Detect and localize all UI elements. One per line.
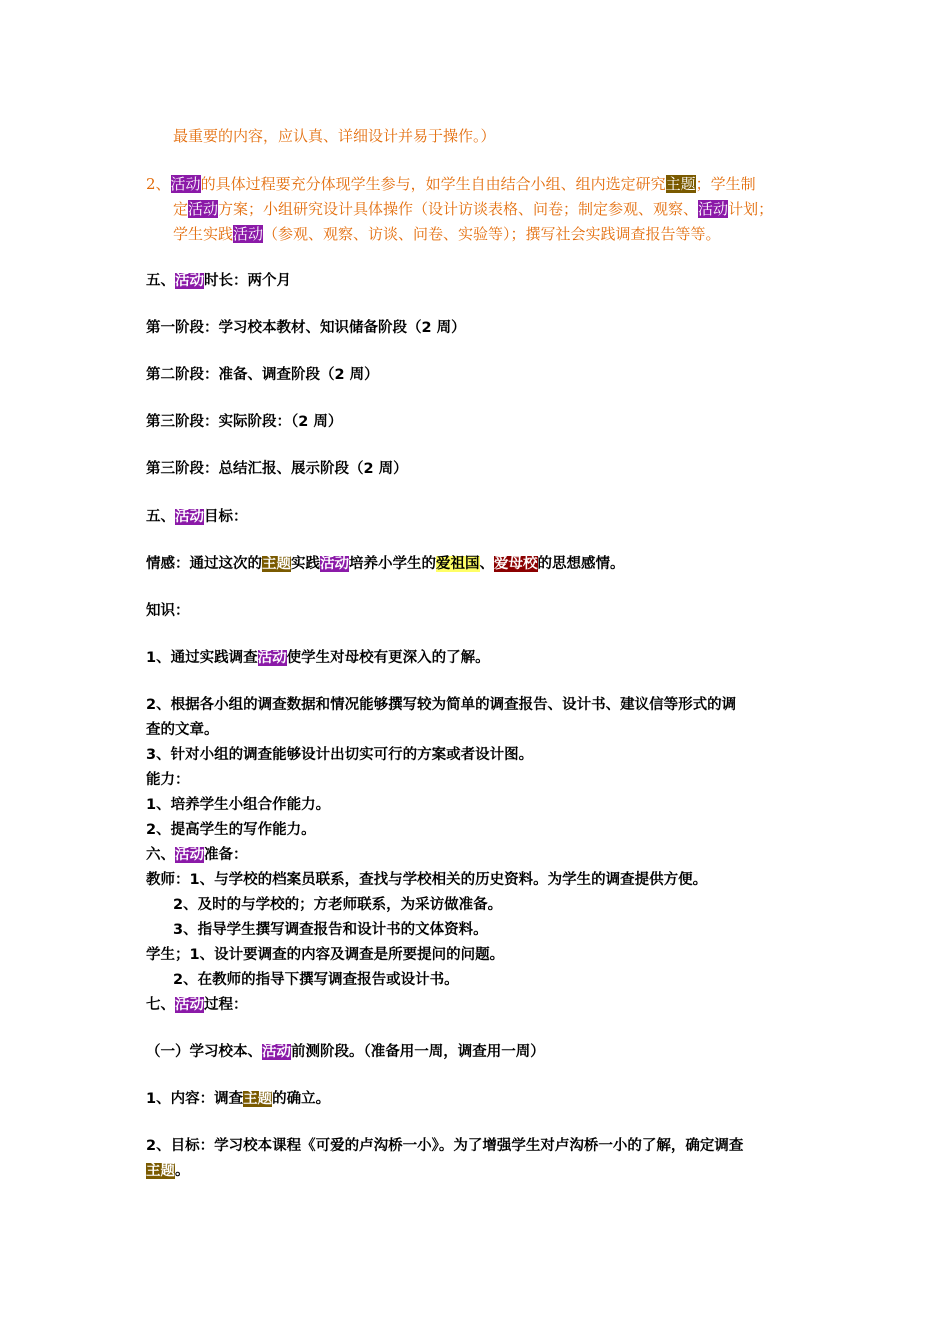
list-item: 3、指导学生撰写调查报告和设计书的文体资料。 [173,922,488,938]
list-item: 2、提高学生的写作能力。 [146,822,316,838]
highlight-activity: 活动 [175,509,204,525]
subsection-heading: （一）学习校本、活动前测阶段。（准备用一周，调查用一周） [146,1044,545,1060]
paragraph-line: 最重要的内容，应认真、详细设计并易于操作。） [173,127,496,145]
list-item: 2、根据各小组的调查数据和情况能够撰写较为简单的调查报告、设计书、建议信等形式的调 [146,697,737,713]
highlight-activity: 活动 [188,200,219,218]
highlight-activity: 活动 [233,225,264,243]
highlight-theme: 主题 [146,1163,175,1179]
paragraph-line: 定活动方案；小组研究设计具体操作（设计访谈表格、问卷；制定参观、观察、活动计划； [173,200,774,218]
section-heading: 七、活动过程： [146,997,248,1013]
highlight-activity: 活动 [175,997,204,1013]
stage-line: 第三阶段：总结汇报、展示阶段（2 周） [146,461,408,477]
list-item-continued: 查的文章。 [146,722,219,738]
highlight-red: 爱母校 [494,556,538,572]
list-item: 1、培养学生小组合作能力。 [146,797,331,813]
highlight-activity: 活动 [262,1044,291,1060]
list-item: 2、在教师的指导下撰写调查报告或设计书。 [173,972,459,988]
paragraph-line: 学生实践活动（参观、观察、访谈、问卷、实验等）；撰写社会实践调查报告等等。 [173,225,721,243]
paragraph-line: 2、活动的具体过程要充分体现学生参与，如学生自由结合小组、组内选定研究主题；学生制 [146,175,756,193]
highlight-theme: 主题 [262,556,291,572]
highlight-activity: 活动 [175,847,204,863]
list-item: 学生；1、设计要调查的内容及调查是所要提问的问题。 [146,947,505,963]
section-label: 能力： [146,772,190,788]
section-heading: 五、活动目标： [146,509,248,525]
list-item-continued: 主题。 [146,1163,190,1179]
list-item: 教师：1、与学校的档案员联系，查找与学校相关的历史资料。为学生的调查提供方便。 [146,872,708,888]
list-item: 3、针对小组的调查能够设计出切实可行的方案或者设计图。 [146,747,534,763]
highlight-activity: 活动 [257,650,287,666]
list-item: 2、目标：学习校本课程《可爱的卢沟桥一小》。为了增强学生对卢沟桥一小的了解，确定调查 [146,1138,744,1154]
highlight-activity: 活动 [698,200,729,218]
list-item: 1、通过实践调查活动使学生对母校有更深入的了解。 [146,650,490,666]
section-heading: 五、活动时长：两个月 [146,273,291,289]
highlight-activity: 活动 [170,175,201,193]
stage-line: 第一阶段：学习校本教材、知识储备阶段（2 周） [146,320,466,336]
highlight-activity: 活动 [320,556,349,572]
section-label: 知识： [146,603,190,619]
highlight-yellow: 爱祖国 [436,556,480,572]
highlight-activity: 活动 [175,273,204,289]
list-item: 1、内容：调查主题的确立。 [146,1091,331,1107]
list-item: 2、及时的与学校的；方老师联系，为采访做准备。 [173,897,503,913]
highlight-theme: 主题 [665,175,696,193]
paragraph-line: 情感：通过这次的主题实践活动培养小学生的爱祖国、爱母校的思想感情。 [146,556,625,572]
stage-line: 第二阶段：准备、调查阶段（2 周） [146,367,379,383]
section-heading: 六、活动准备： [146,847,248,863]
highlight-theme: 主题 [243,1091,273,1107]
stage-line: 第三阶段：实际阶段：（2 周） [146,414,343,430]
